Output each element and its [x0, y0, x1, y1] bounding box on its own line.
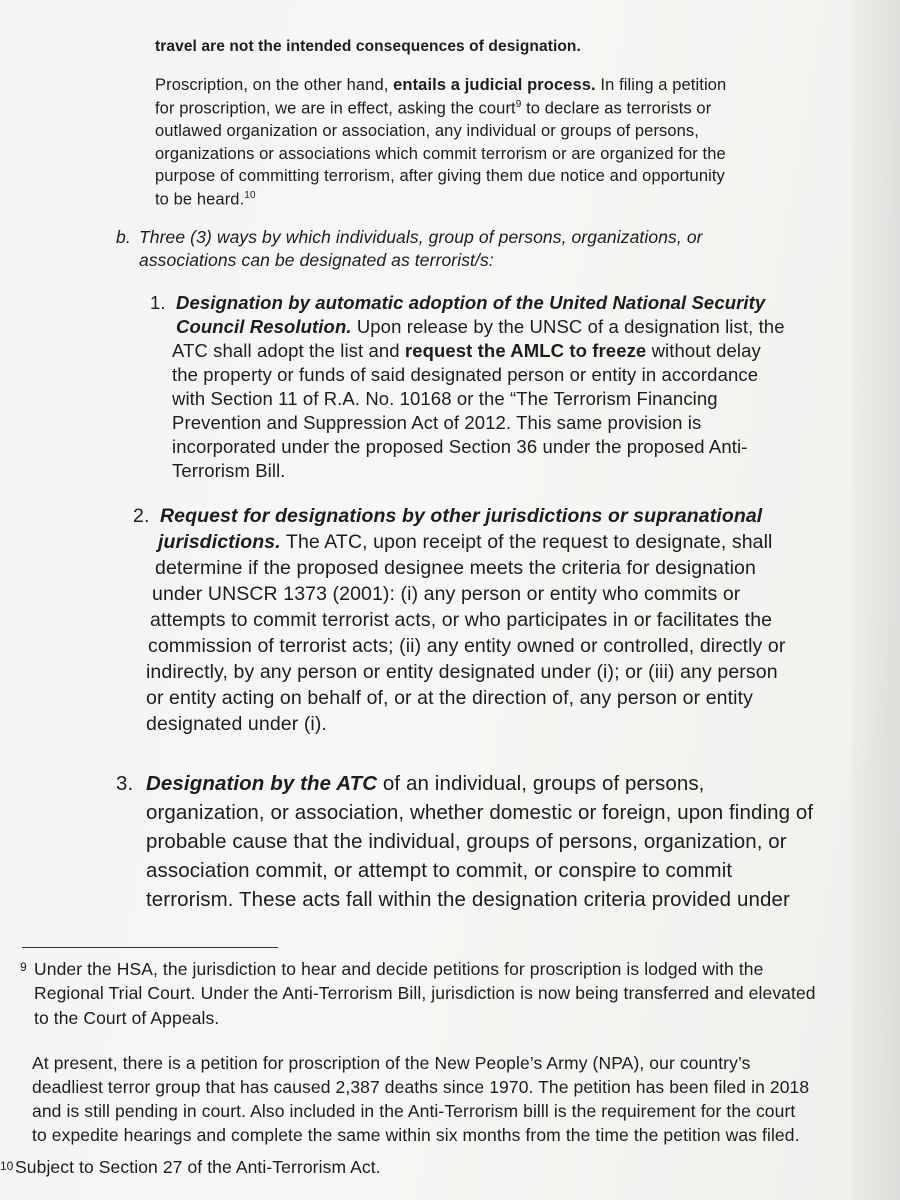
bold-phrase: entails a judicial process. [393, 76, 596, 94]
item-2-number: 2. [133, 505, 150, 527]
item-b-line-2: associations can be designated as terrorist/s: [139, 250, 494, 270]
proscription-line-2 [155, 99, 711, 119]
item-3-line-5: terrorism. These acts fall within the designation criteria provided under [146, 888, 790, 911]
footnote-9-para2-line-3: and is still pending in court. Also included in the Anti-Terrorism billl is the requirement for the court [32, 1101, 796, 1121]
proscription-line-5: purpose of committing terrorism, after giving them due notice and opportunity [155, 167, 725, 185]
item-1-line-6: Prevention and Suppression Act of 2012. This same provision is [172, 412, 702, 433]
item-1-line-2 [176, 316, 785, 338]
item-3-line-4: association commit, or attempt to commit, or conspire to commit [146, 859, 733, 882]
item-1-number: 1. [150, 292, 166, 313]
footnote-9-para2-line-4: to expedite hearings and complete the same within six months from the time the petition was filed. [32, 1125, 800, 1145]
footnote-9-line-1: Under the HSA, the jurisdiction to hear and decide petitions for proscription is lodged with the [34, 959, 764, 979]
footnote-ref-9: 9 [515, 99, 522, 110]
item-3-line-2: organization, or association, whether domestic or foreign, upon finding of [146, 801, 814, 824]
text: The ATC, upon receipt of the request to designate, shall [280, 531, 773, 553]
item-2-line-4: under UNSCR 1373 (2001): (i) any person or entity who commits or [152, 583, 741, 605]
text: without delay [646, 340, 761, 361]
text: Proscription, on the other hand, [155, 76, 394, 94]
item-b-marker: b. [116, 227, 131, 247]
proscription-line-1 [155, 76, 726, 95]
page-edge-shadow [852, 0, 900, 1200]
proscription-line-3: outlawed organization or association, any individual or groups of persons, [155, 122, 699, 140]
item-3-line-1 [146, 772, 704, 796]
text: of an individual, groups of persons, [377, 772, 705, 795]
proscription-line-6 [155, 190, 256, 210]
item-b-line-1: Three (3) ways by which individuals, group of persons, organizations, or [139, 227, 703, 247]
item-2-line-7: indirectly, by any person or entity designated under (i); or (iii) any person [146, 661, 778, 683]
heading: Designation by the ATC [146, 772, 378, 795]
text: In filing a petition [595, 76, 727, 94]
text: ATC shall adopt the list and [172, 340, 405, 361]
continuation-line: travel are not the intended consequences of designation. [155, 38, 581, 55]
item-2-heading: Request for designations by other jurisdictions or supranational [160, 505, 763, 527]
footnote-9-line-2: Regional Trial Court. Under the Anti-Terrorism Bill, jurisdiction is now being transferred and elevated [34, 983, 816, 1003]
footnote-10-text: Subject to Section 27 of the Anti-Terrorism Act. [15, 1157, 381, 1177]
footnote-9-para2-line-2: deadliest terror group that has caused 2,387 deaths since 1970. The petition has been filed in 2018 [32, 1077, 810, 1097]
text: to be heard. [155, 190, 245, 209]
item-1-line-4: the property or funds of said designated person or entity in accordance [172, 364, 759, 385]
item-2-line-2 [158, 531, 772, 554]
item-2-line-6: commission of terrorist acts; (ii) any entity owned or controlled, directly or [148, 635, 786, 657]
item-3-number: 3. [116, 772, 134, 795]
item-1-heading: Designation by automatic adoption of the United National Security [176, 292, 766, 313]
heading-cont: jurisdictions. [158, 531, 281, 553]
item-1-line-3 [172, 340, 761, 362]
footnote-ref-10: 10 [244, 190, 256, 201]
proscription-line-4: organizations or associations which commit terrorism or are organized for the [155, 145, 726, 163]
footnote-9-number: 9 [20, 960, 27, 974]
item-1-line-7: incorporated under the proposed Section 36 under the proposed Anti- [172, 436, 748, 457]
item-2-line-9: designated under (i). [146, 713, 327, 735]
item-2-line-5: attempts to commit terrorist acts, or who participates in or facilitates the [150, 609, 773, 631]
item-2-line-3: determine if the proposed designee meets the criteria for designation [155, 557, 756, 579]
item-2-line-8: or entity acting on behalf of, or at the direction of, any person or entity [146, 687, 753, 709]
item-1-line-8: Terrorism Bill. [172, 460, 286, 481]
footnote-9-para2-line-1: At present, there is a petition for proscription of the New People’s Army (NPA), our country’s [32, 1053, 751, 1073]
footnote-9-line-3: to the Court of Appeals. [34, 1008, 220, 1028]
footnote-separator [22, 947, 278, 948]
text: for proscription, we are in effect, asking the court [155, 99, 516, 118]
text: to declare as terrorists or [521, 99, 712, 118]
text: Upon release by the UNSC of a designation list, the [351, 316, 785, 337]
heading-cont: Council Resolution. [176, 316, 352, 337]
item-1-line-5: with Section 11 of R.A. No. 10168 or the “The Terrorism Financing [172, 388, 718, 409]
bold-phrase: request the AMLC to freeze [404, 340, 647, 361]
footnote-10-number: 10 [0, 1159, 14, 1173]
item-3-line-3: probable cause that the individual, groups of persons, organization, or [146, 830, 787, 853]
